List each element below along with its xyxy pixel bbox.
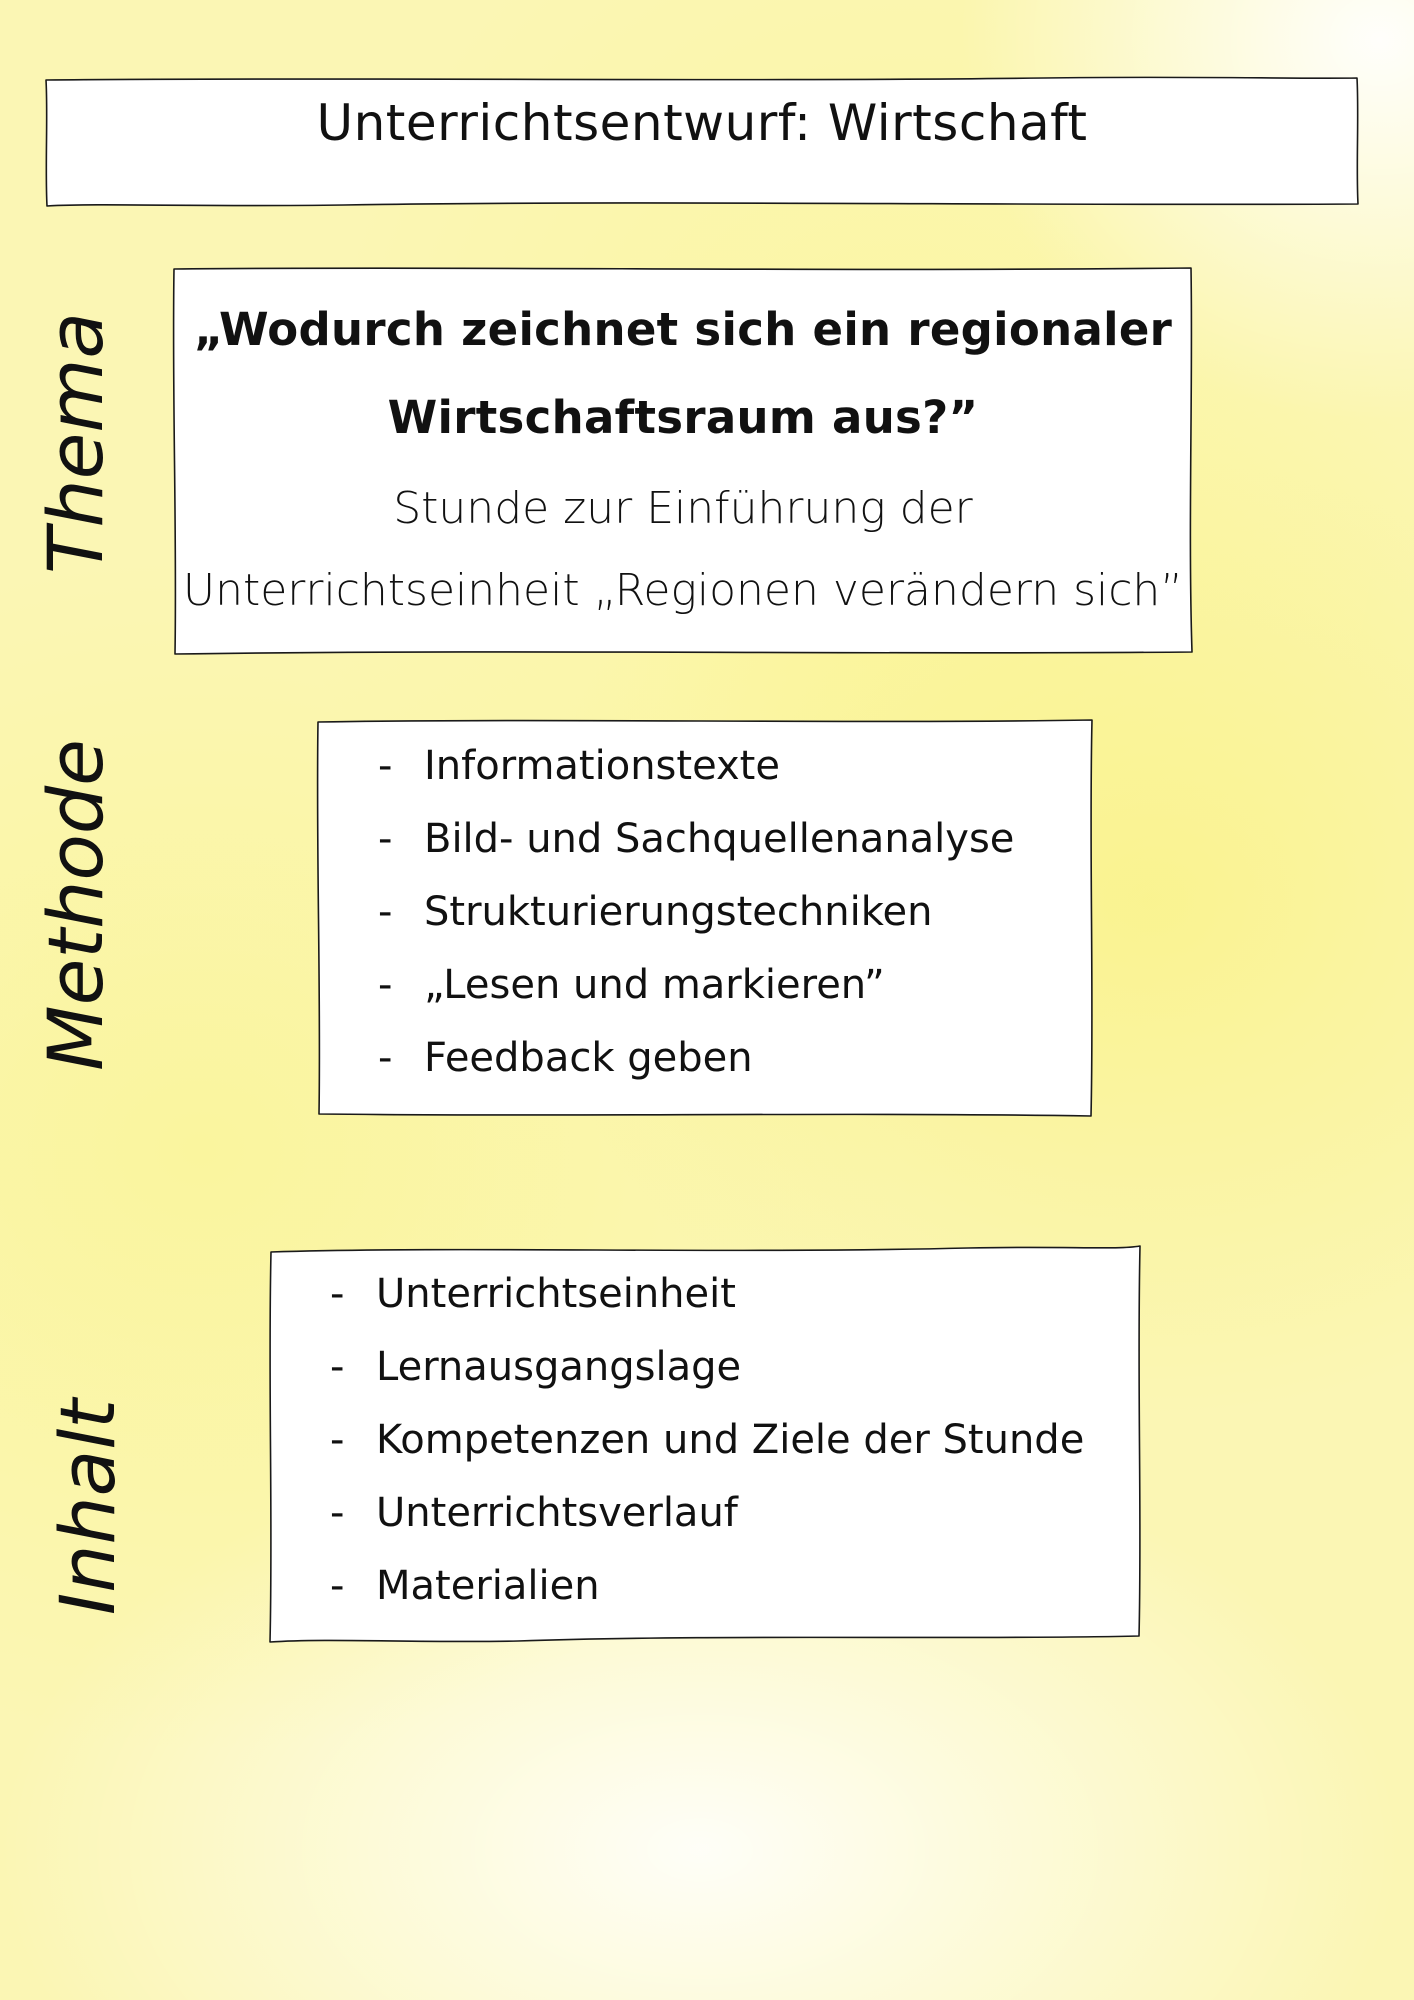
section-label-thema: Thema — [31, 312, 120, 574]
list-item: - Materialien — [330, 1563, 600, 1609]
section-label-inhalt: Inhalt — [43, 1398, 132, 1616]
methode-list — [378, 730, 1094, 1095]
list-item: - Informationstexte — [378, 743, 780, 789]
section-label-methode: Methode — [31, 739, 120, 1071]
list-item: - Unterrichtsverlauf — [330, 1490, 738, 1536]
document-title: Unterrichtsentwurf: Wirtschaft — [316, 94, 1088, 152]
list-item: - Kompetenzen und Ziele der Stunde — [330, 1417, 1085, 1463]
methode-box — [316, 718, 1094, 1118]
thema-box — [172, 266, 1194, 656]
inhalt-list — [330, 1258, 1142, 1623]
inhalt-box — [268, 1244, 1142, 1644]
list-item: - Lernausgangslage — [330, 1344, 742, 1390]
list-item: - Feedback geben — [378, 1035, 753, 1081]
thema-question-line-2: Wirtschaftsraum aus?” — [387, 391, 979, 444]
list-item: - Unterrichtseinheit — [330, 1271, 736, 1317]
thema-subtitle-line-1: Stunde zur Einführung der — [393, 483, 973, 534]
header-box — [44, 76, 1360, 208]
list-item: - Strukturierungstechniken — [378, 889, 933, 935]
thema-subtitle-line-2: Unterrichtseinheit „Regionen verändern sich” — [182, 565, 1184, 616]
list-item: - Bild- und Sachquellenanalyse — [378, 816, 1015, 862]
thema-subtitle — [172, 468, 1194, 632]
list-item: - „Lesen und markieren” — [378, 962, 885, 1008]
thema-question-line-1: „Wodurch zeichnet sich ein regionaler — [193, 303, 1173, 356]
thema-question — [172, 286, 1194, 462]
